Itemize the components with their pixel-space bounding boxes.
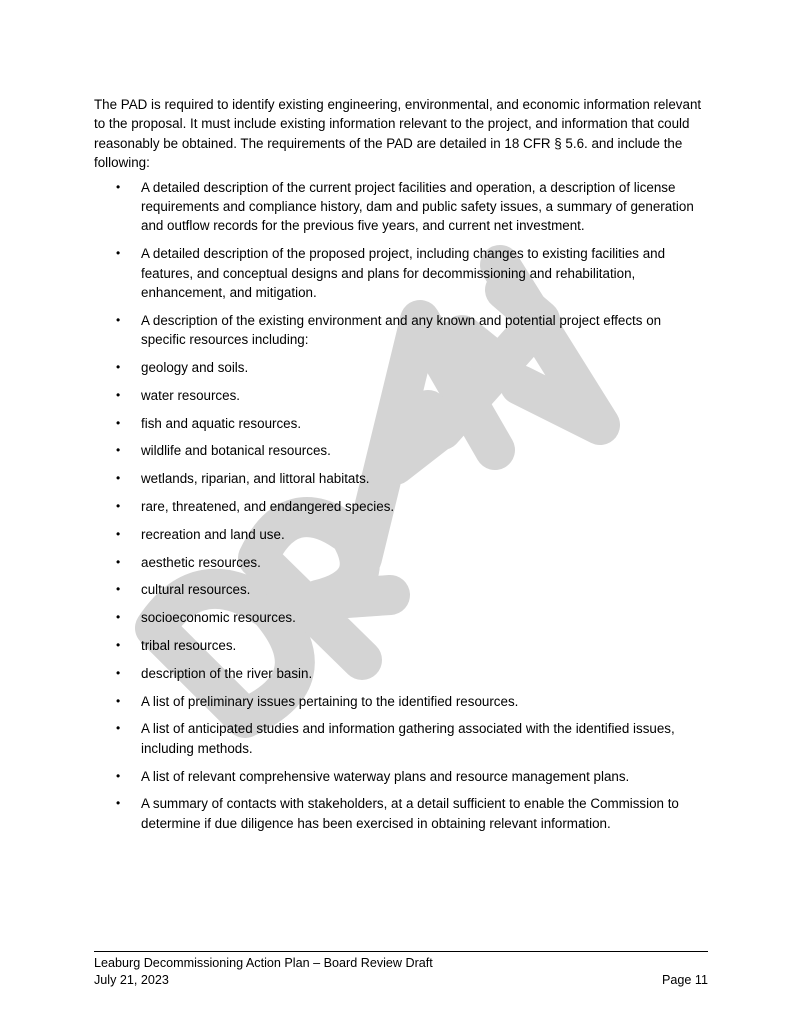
list-item	[94, 244, 709, 302]
list-item-text: A list of preliminary issues pertaining to the identified resources.	[141, 693, 519, 709]
list-item	[94, 414, 709, 433]
list-item	[94, 767, 709, 786]
page-footer	[94, 951, 708, 989]
bullet-icon: •	[116, 796, 121, 811]
list-item-text: A description of the existing environment and any known and potential project effects on specific resources including:	[141, 312, 662, 348]
requirements-list	[94, 178, 709, 834]
list-item-text: water resources.	[141, 387, 240, 403]
list-item-text: A detailed description of the current project facilities and operation, a description of license requirements and compliance history, dam and public safety issues, a summary of generation and outflow records for the previous five years, and current net investment.	[141, 179, 694, 234]
bullet-icon: •	[116, 499, 121, 514]
bullet-icon: •	[116, 721, 121, 736]
bullet-icon: •	[116, 246, 121, 261]
list-item-text: geology and soils.	[141, 360, 249, 376]
list-item	[94, 553, 709, 572]
list-item	[94, 441, 709, 460]
bullet-icon: •	[116, 582, 121, 597]
bullet-icon: •	[116, 415, 121, 430]
list-item	[94, 311, 709, 350]
list-item-text: tribal resources.	[141, 638, 237, 654]
list-item-text: A detailed description of the proposed project, including changes to existing facilities and features, and conceptual designs and plans for decommissioning and rehabilitation, enhancement, and mitigation.	[141, 246, 666, 301]
bullet-icon: •	[116, 768, 121, 783]
list-item	[94, 692, 709, 711]
list-item	[94, 664, 709, 683]
list-item-text: A list of relevant comprehensive waterway plans and resource management plans.	[141, 768, 630, 784]
list-item-text: socioeconomic resources.	[141, 610, 296, 626]
bullet-icon: •	[116, 526, 121, 541]
list-item-text: rare, threatened, and endangered species.	[141, 499, 395, 515]
bullet-icon: •	[116, 312, 121, 327]
footer-title: Leaburg Decommissioning Action Plan – Board Review Draft	[94, 956, 433, 970]
list-item-text: description of the river basin.	[141, 665, 313, 681]
bullet-icon: •	[116, 554, 121, 569]
page-number: Page 11	[662, 973, 708, 987]
list-item	[94, 178, 709, 236]
list-item-text: wildlife and botanical resources.	[141, 443, 331, 459]
list-item-text: recreation and land use.	[141, 526, 285, 542]
list-item	[94, 580, 709, 599]
list-item-text: aesthetic resources.	[141, 554, 261, 570]
list-item	[94, 358, 709, 377]
bullet-icon: •	[116, 360, 121, 375]
bullet-icon: •	[116, 387, 121, 402]
list-item	[94, 525, 709, 544]
intro-paragraph: The PAD is required to identify existing engineering, environmental, and economic information relevant to the proposal. It must include existing information relevant to the project, and information that could reasonably be obtained. The requirements of the PAD are detailed in 18 CFR § 5.6. and include the following:	[94, 97, 702, 171]
bullet-icon: •	[116, 693, 121, 708]
list-item	[94, 608, 709, 627]
list-item	[94, 386, 709, 405]
bullet-icon: •	[116, 179, 121, 194]
list-item-text: wetlands, riparian, and littoral habitats.	[141, 471, 370, 487]
bullet-icon: •	[116, 665, 121, 680]
bullet-icon: •	[116, 610, 121, 625]
list-item	[94, 636, 709, 655]
bullet-icon: •	[116, 443, 121, 458]
footer-date: July 21, 2023	[94, 973, 169, 987]
list-item-text: A list of anticipated studies and information gathering associated with the identified issues, including methods.	[141, 721, 675, 756]
list-item	[94, 469, 709, 488]
bullet-icon: •	[116, 471, 121, 486]
list-item	[94, 497, 709, 516]
list-item-text: cultural resources.	[141, 582, 251, 598]
list-item-text: fish and aquatic resources.	[141, 415, 302, 431]
bullet-icon: •	[116, 638, 121, 653]
list-item	[94, 794, 709, 833]
list-item-text: A summary of contacts with stakeholders, at a detail sufficient to enable the Commission to determine if due diligence has been exercised in obtaining relevant information.	[141, 796, 679, 831]
list-item	[94, 719, 709, 758]
body-text	[94, 95, 709, 842]
